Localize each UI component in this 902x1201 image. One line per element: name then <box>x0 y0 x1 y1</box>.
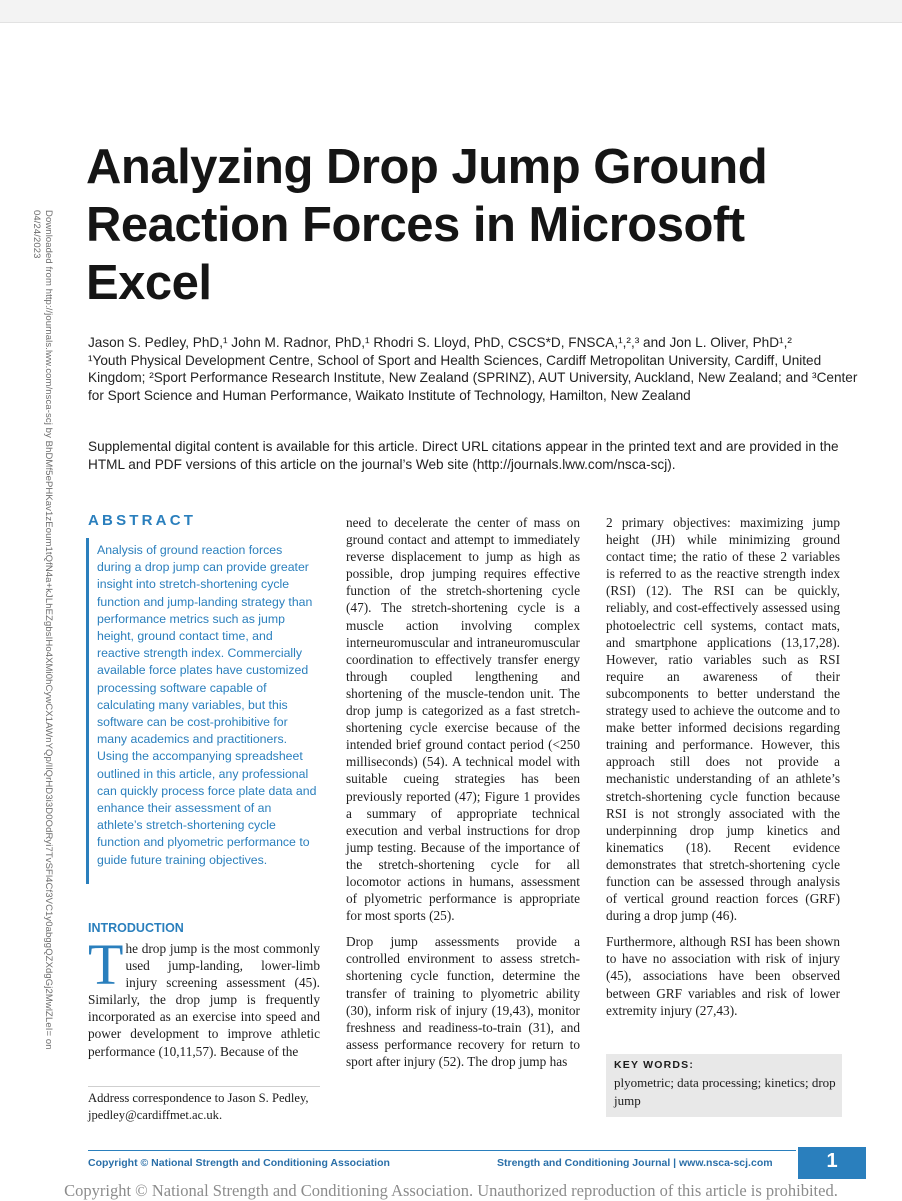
author-names: Jason S. Pedley, PhD,¹ John M. Radnor, PhD,¹ Rhodri S. Lloyd, PhD, CSCS*D, FNSCA,¹,²,³ and Jon L. Oliver, PhD¹,² <box>88 335 792 350</box>
footer-divider <box>88 1150 796 1151</box>
keywords-heading: KEY WORDS: <box>614 1059 695 1071</box>
supplemental-note: Supplemental digital content is available for this article. Direct URL citations appear in the printed text and are provided in the HTML and PDF versions of this article on the journal’s Web site (http://journals.lww.com/nsca-scj). <box>88 439 839 472</box>
bottom-copyright-notice: Copyright © National Strength and Conditioning Association. Unauthorized reproduction of this article is prohibited. <box>64 1181 838 1200</box>
download-watermark <box>30 210 56 1060</box>
column-3-body <box>606 514 840 1019</box>
download-note: Downloaded from http://journals.lww.com/nsca-scj by BhDMf5ePHKav1zEoum1tQfN4a+kJLhEZgbsIHo4XMi0hCywCX1AWnYQp/IlQrHD3i3D0OdRyi7TvSFl4Cf3VC1y0abggQZXdgGj2MwlZLeI= on 04/24/2023 <box>31 210 54 1050</box>
address-divider <box>88 1086 320 1087</box>
column-3-paragraph-1: 2 primary objectives: maximizing jump height (JH) while minimizing ground contact time; the ratio of these 2 variables is referred to as the reactive strength index (RSI) (12). The RSI can be quickly, reliably, and cost-effectively assessed using photoelectric cell systems, contact mats, and smartphone applications (13,17,28). However, ratio variables such as RSI require an awareness of their subcomponents to better understand the strategy used to achieve the outcome and to make better informed decisions regarding training and performance. However, this approach still does not provide a mechanistic understanding of an athlete’s stretch-shortening cycle function because RSI is not strongly associated with the underpinning drop jump kinetics and kinematics (18). Recent evidence demonstrates that stretch-shortening cycle function can be assessed through analysis of vertical ground reaction forces (GRF) during a drop jump (46). <box>606 515 840 924</box>
keywords-text: plyometric; data processing; kinetics; drop jump <box>614 1075 836 1108</box>
intro-paragraph-1-text: he drop jump is the most commonly used jump-landing, lower-limb injury screening assessment (45). Similarly, the drop jump is frequently incorporated as an exercise into speed and power development to improve athletic performance (10,11,57). Because of the <box>88 941 320 1059</box>
abstract-heading: ABSTRACT <box>88 512 197 529</box>
column-2-paragraph-1: need to decelerate the center of mass on ground contact and attempt to immediately reverse displacement to jump as high as possible, drop jumping requires effective function of the stretch-shortening cycle (47). The stretch-shortening cycle is a muscle action involving complex interneuromuscular and intraneuromuscular coordination to effectively transfer energy through coupled lengthening and shortening of the muscle-tendon unit. The drop jump is categorized as a fast stretch-shortening cycle exercise because of the intended brief ground contact period (<250 milliseconds) (54). A technical model with suitable cueing strategies has been previously reported (47); Figure 1 provides a summary of appropriate technical execution and verbal instructions for drop jump testing. Because of the importance of the stretch-shortening cycle for all locomotor actions in humans, assessment of plyometric performance is appropriate for most sports (25). <box>346 515 580 924</box>
column-2-paragraph-2: Drop jump assessments provide a controlled environment to assess stretch-shortening cycle function, determine the transfer of training to plyometric ability (30), inform risk of injury (19,43), monitor freshness and readiness-to-train (31), and assess performance recovery for return to sport after injury (52). The drop jump has <box>346 934 580 1069</box>
intro-paragraph-1 <box>88 932 320 1060</box>
address-email[interactable]: jpedley@cardiffmet.ac.uk. <box>88 1107 223 1122</box>
drop-cap: T <box>88 932 124 997</box>
viewer-top-band <box>0 0 902 23</box>
column-2-body <box>346 514 580 1070</box>
abstract-text: Analysis of ground reaction forces during a drop jump can provide greater insight into stretch-shortening cycle function and jump-landing strategy than performance metrics such as jump height, ground contact time, and reactive strength index. Commercially available force plates have customized processing software capable of calculating many variables, but this software can be cost-prohibitive for many academics and practitioners. Using the accompanying spreadsheet outlined in this article, any professional can quickly process force plate data and enhance their assessment of an athlete’s stretch-shortening cycle function and plyometric performance to guide future training objectives. <box>97 543 317 867</box>
introduction-heading: INTRODUCTION <box>88 921 184 935</box>
correspondence-address <box>88 1090 320 1123</box>
column-3-paragraph-2: Furthermore, although RSI has been shown to have no association with risk of injury (45), associations have been observed between GRF variables and risk of lower extremity injury (27,43). <box>606 934 840 1018</box>
article-title: Analyzing Drop Jump Ground Reaction Forces in Microsoft Excel <box>86 140 768 310</box>
page-number: 1 <box>826 1150 838 1172</box>
author-affiliations: ¹Youth Physical Development Centre, School of Sport and Health Sciences, Cardiff Metropolitan University, Cardiff, United Kingdom; ²Sport Performance Research Institute, New Zealand (SPRINZ), AUT University, Auckland, New Zealand; and ³Center for Sport Science and Human Performance, Waikato Institute of Technology, Hamilton, New Zealand <box>88 352 858 403</box>
footer-journal[interactable]: Strength and Conditioning Journal | www.nsca-scj.com <box>497 1157 773 1169</box>
address-line-1: Address correspondence to Jason S. Pedley, <box>88 1091 309 1105</box>
column-1-body <box>88 932 320 1060</box>
author-block <box>88 334 868 404</box>
footer-copyright: Copyright © National Strength and Conditioning Association <box>88 1157 390 1169</box>
